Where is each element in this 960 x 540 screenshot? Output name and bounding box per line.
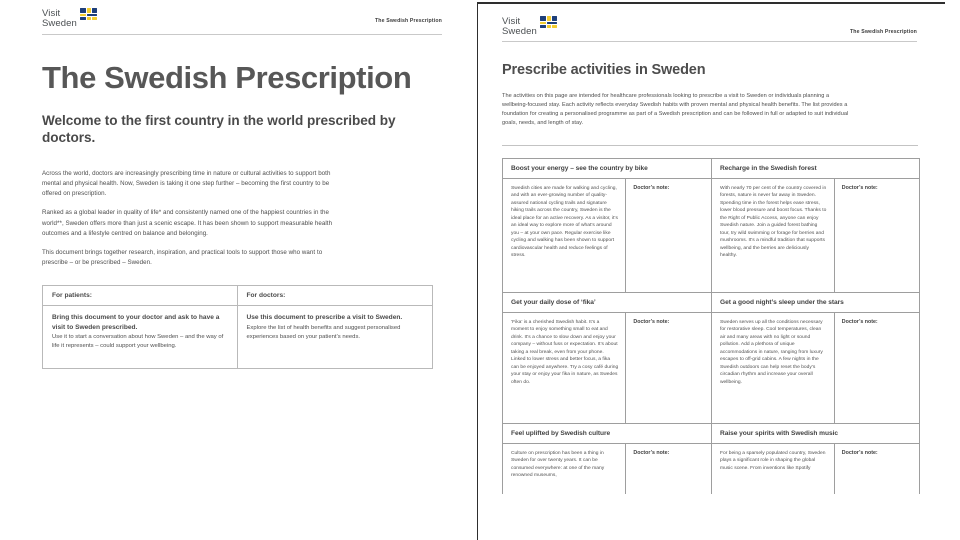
paragraph: Across the world, doctors are increasingly prescribing time in nature or cultural activities to support both mental and physical health. Now, Sweden is taking it one step further – becoming the first country to be offered on prescription. <box>42 169 331 198</box>
activity-row <box>502 423 920 494</box>
activity-card-sleep <box>711 292 920 423</box>
activity-description: Sweden serves up all the conditions necessary for restorative sleep. Cool temperatures, clean air and many areas with no light or sound pollution. Add a plethora of unique accommodations in nature, ranging from luxury escapes to off-grid cabins. A few nights in the Swedish outdoors can help reset the body’s circadian rhythm and increase your overall wellbeing. <box>712 313 835 423</box>
activities-grid <box>502 158 920 494</box>
left-page-header <box>42 8 442 28</box>
activity-description: ‘Fika’ is a cherished Swedish habit. It’s a moment to enjoy something small to eat and drink. It’s a chance to slow down and enjoy your company – without fuss or expectation. It’s about taking a real break, even from your phone. Linked to lower stress and better focus, a fika can be enjoyed anywhere. Try a cosy café during your stay or enjoy your fika in nature, as Swedes often do. <box>503 313 626 423</box>
right-page-header <box>502 16 917 36</box>
page-subtitle: Welcome to the first country in the world prescribed by doctors. <box>42 112 396 146</box>
cell-body-text: Use it to start a conversation about how Sweden – and the way of life it represents – could support your wellbeing. <box>52 334 224 350</box>
activity-body <box>503 313 711 423</box>
column-header-doctors: For doctors: <box>246 292 286 300</box>
swedish-flag-icon <box>80 8 97 20</box>
visit-sweden-logo <box>502 16 557 36</box>
activity-body <box>712 444 919 494</box>
logo-wordmark <box>502 16 537 36</box>
header-divider <box>42 34 442 35</box>
cell-body-text: Explore the list of health benefits and suggest personalised experiences based on your patient’s needs. <box>246 324 401 340</box>
activity-body <box>503 444 711 494</box>
activity-row <box>502 292 920 423</box>
activity-title: Raise your spirits with Swedish music <box>712 424 919 444</box>
cell-lead-text: Use this document to prescribe a visit to Sweden. <box>246 314 403 322</box>
paragraph: This document brings together research, inspiration, and practical tools to support those who want to prescribe – or be prescribed – Sweden. <box>42 249 323 267</box>
table-header-row <box>43 286 432 306</box>
paragraph: Ranked as a global leader in quality of life* and consistently named one of the happiest countries in the world**, Sweden offers more than just a scenic escape. It has been shown to support measurable health outcomes and a lifestyle centred on balance and belonging. <box>42 209 333 237</box>
swedish-flag-icon <box>540 16 557 28</box>
table-row <box>43 306 432 368</box>
activity-title: Recharge in the Swedish forest <box>712 159 919 179</box>
activity-card-fika <box>502 292 711 423</box>
activity-title: Boost your energy – see the country by bike <box>503 159 711 179</box>
table-cell-doctors <box>238 306 433 368</box>
audience-table <box>42 285 433 369</box>
activity-card-culture <box>502 423 711 494</box>
activity-description: With nearly 70 per cent of the country covered in forests, nature is never far away in Sweden. Spending time in the forest helps ease stress, lower blood pressure and boost focus. Thanks to the Right of Public Access, anyone can enjoy Swedish nature. Join a guided forest bathing tour, try wild swimming or forage for berries and mushrooms. It’s a mindful tradition that supports wellbeing, and the berries are deliciously healthy. <box>712 179 835 292</box>
logo-line-sweden: Sweden <box>502 25 537 37</box>
running-head: The Swedish Prescription <box>849 29 917 35</box>
activity-body <box>712 313 919 423</box>
page-title: Prescribe activities in Sweden <box>502 61 706 78</box>
activity-description: Culture on prescription has been a thing in Sweden for over twenty years. It can be consumed everywhere: at one of the many renowned museums, <box>503 444 626 494</box>
right-page <box>470 0 960 540</box>
doctors-note-field[interactable]: Doctor’s note: <box>633 449 670 456</box>
visit-sweden-logo <box>42 8 97 28</box>
doctors-note-field[interactable]: Doctor’s note: <box>841 184 878 191</box>
intro-copy <box>42 169 442 269</box>
activity-body <box>712 179 919 292</box>
doctors-note-field[interactable]: Doctor’s note: <box>841 318 878 325</box>
logo-wordmark <box>42 8 77 28</box>
section-divider <box>502 145 918 146</box>
logo-line-visit: Visit <box>42 8 61 19</box>
page-title: The Swedish Prescription <box>42 59 412 95</box>
activity-body <box>503 179 711 292</box>
activity-row <box>502 158 920 292</box>
table-header-cell <box>238 286 433 306</box>
activity-card-music <box>711 423 920 494</box>
activity-title: Get your daily dose of ‘fika’ <box>503 293 711 313</box>
activity-card-forest <box>711 158 920 292</box>
running-head: The Swedish Prescription <box>374 18 442 24</box>
column-header-patients: For patients: <box>52 292 92 300</box>
activity-title: Feel uplifted by Swedish culture <box>503 424 711 444</box>
activity-title: Get a good night’s sleep under the stars <box>712 293 919 313</box>
logo-line-visit: Visit <box>502 16 521 27</box>
logo-line-sweden: Sweden <box>42 17 77 29</box>
header-divider <box>502 41 917 42</box>
doctors-note-field[interactable]: Doctor’s note: <box>633 184 670 191</box>
right-page-content <box>478 2 945 540</box>
intro-paragraph: The activities on this page are intended for healthcare professionals looking to prescribe a visit to Sweden or individuals planning a wellbeing-focused stay. Each activity reflects everyday Swedish habits with proven mental and physical health benefits. The list provides a foundation for creating a personalised programme as part of a Swedish prescription and can be followed in full or adapted to suit individual goals, needs, and length of stay. <box>502 92 849 127</box>
cell-lead-text: Bring this document to your doctor and ask to have a visit to Sweden prescribed. <box>52 314 220 331</box>
left-page <box>0 0 470 540</box>
doctors-note-field[interactable]: Doctor’s note: <box>633 318 670 325</box>
activity-card-bike <box>502 158 711 292</box>
table-cell-patients <box>43 306 238 368</box>
doctors-note-field[interactable]: Doctor’s note: <box>841 449 878 456</box>
activity-description: For being a sparsely populated country, Sweden plays a significant role in shaping the global music scene. From inventions like Spotify <box>712 444 835 494</box>
table-header-cell <box>43 286 238 306</box>
activity-description: Swedish cities are made for walking and cycling, and with an ever-growing number of quality-assured national cycling trails and signature hiking trails across the country, Sweden is the ideal place for an active recovery. As a visitor, it’s an ideal way to explore more of what’s around you – at your own pace. Regular exercise like cycling and walking has been shown to support cardiovascular health and reduce feelings of stress. <box>503 179 626 292</box>
